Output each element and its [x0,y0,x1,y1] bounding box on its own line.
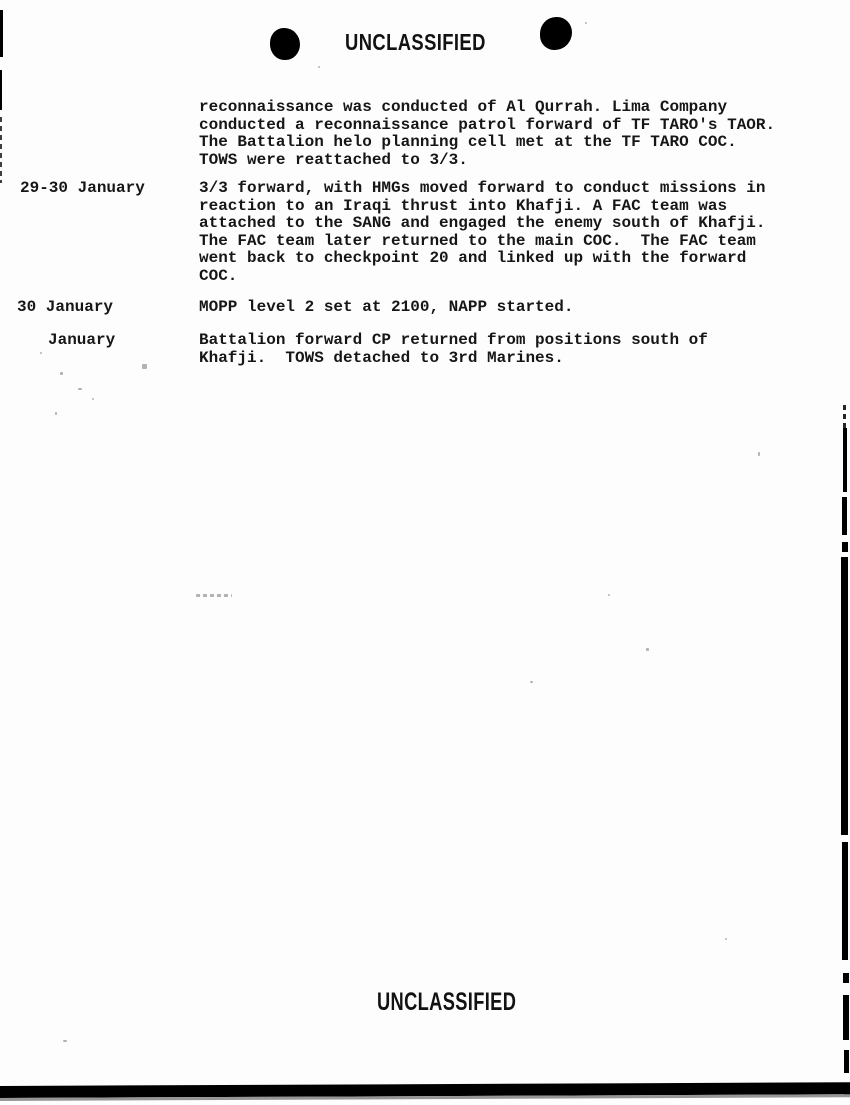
log-entry-text [199,299,573,317]
scan-artifact-left-line [0,10,3,57]
log-line: conducted a reconnaissance patrol forward of TF TARO's TAOR. [199,115,776,134]
scan-noise [585,22,587,24]
log-entry-text [199,99,775,169]
log-entry-date: 30 January [17,298,114,316]
log-line: reaction to an Iraqi thrust into Khafji. A FAC team was [199,196,728,215]
log-line: 3/3 forward, with HMGs moved forward to conduct missions in [199,179,766,197]
ink-dot-left [270,28,300,60]
log-line: TOWS were reattached to 3/3. [199,150,468,169]
scan-noise [646,648,649,651]
scan-artifact-right-bar [844,1050,849,1073]
scan-noise [758,452,760,456]
scan-artifact-left-line [0,70,2,110]
scan-noise [318,66,320,68]
log-entry-text [199,332,708,367]
scan-artifact-right-bar [843,973,849,983]
scan-noise [60,372,63,375]
scan-noise [608,594,610,596]
log-entry-date: January [48,331,116,349]
scan-noise [142,364,147,369]
scan-artifact-right-bar [843,405,846,428]
log-line: MOPP level 2 set at 2100, NAPP started. [199,298,574,316]
scan-noise [55,412,57,415]
scan-noise [92,398,94,400]
scan-noise [725,938,727,940]
classification-footer: UNCLASSIFIED [377,988,517,1016]
ink-dot-right [540,17,572,50]
scan-artifact-left-line-dashed [0,117,2,183]
log-entry-text [199,180,766,285]
log-line: The FAC team later returned to the main COC. The FAC team [199,231,756,250]
log-line: went back to checkpoint 20 and linked up with the forward [199,249,747,267]
scan-noise [196,594,232,597]
log-line: The Battalion helo planning cell met at the TF TARO COC. [199,133,737,151]
scan-artifact-right-bar [842,542,848,552]
log-entry-date: 29-30 January [20,179,145,197]
scan-noise [530,681,533,683]
scan-noise [40,352,42,354]
scan-artifact-right-bar [841,557,848,835]
log-line: reconnaissance was conducted of Al Qurrah. Lima Company [199,98,728,116]
scan-artifact-right-bar [843,995,849,1040]
log-line: Battalion forward CP returned from positions south of [199,331,708,349]
classification-header: UNCLASSIFIED [345,29,486,55]
scan-artifact-right-bar [842,842,848,960]
scan-artifact-right-bar [842,497,847,535]
log-line: Khafji. TOWS detached to 3rd Marines. [199,348,564,367]
scan-noise [63,1040,67,1042]
scan-artifact-right-bar [843,428,847,492]
scan-artifact-bottom-bar [0,1082,850,1098]
log-line: COC. [199,266,238,285]
log-line: attached to the SANG and engaged the enemy south of Khafji. [199,214,766,232]
scan-noise [78,388,82,390]
